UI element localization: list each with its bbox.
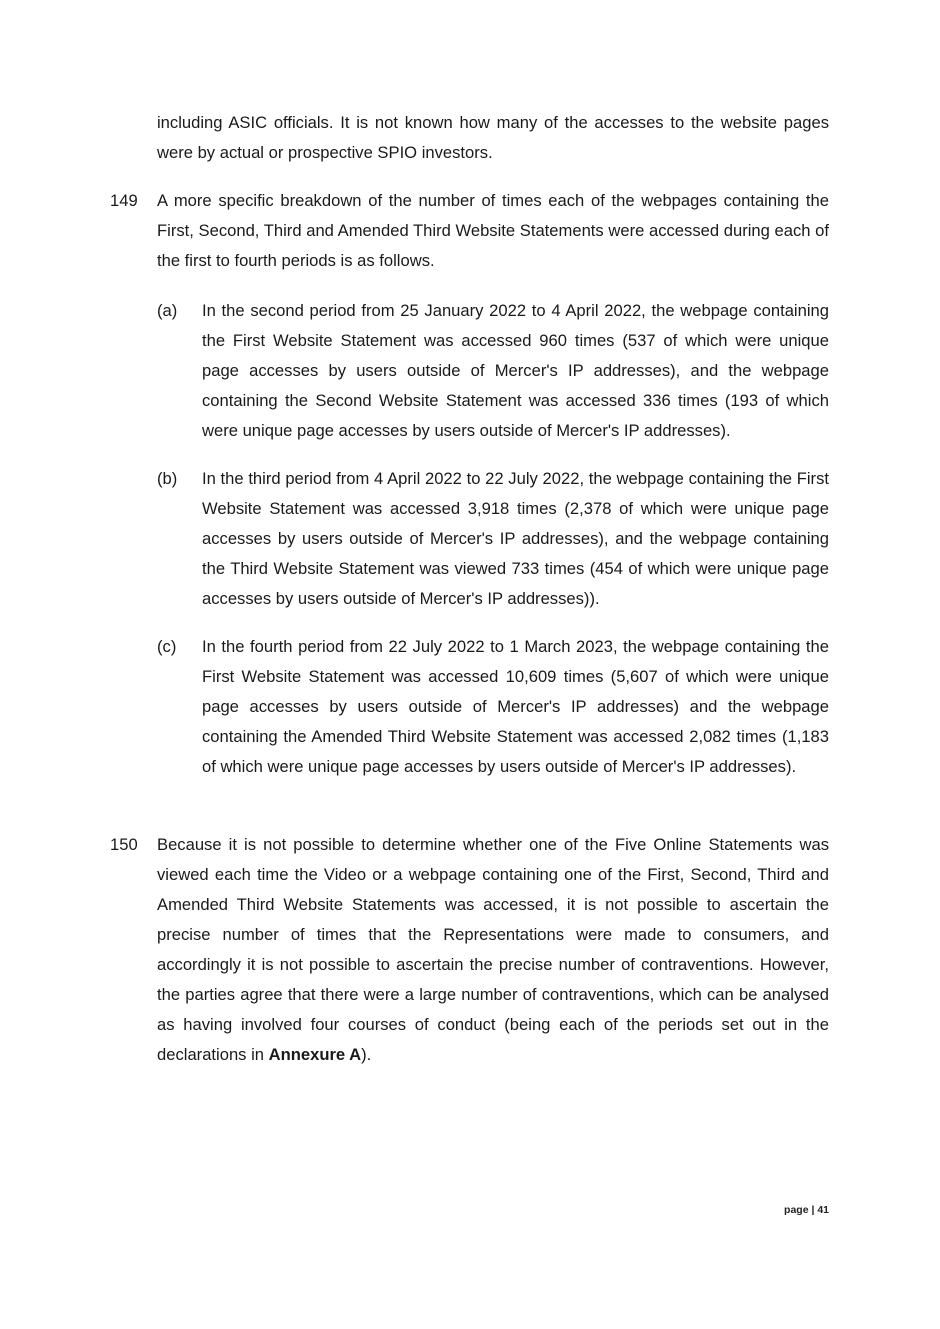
subparagraph-label-c: (c): [157, 637, 177, 656]
page-label: page |: [784, 1204, 818, 1216]
continuation-paragraph: including ASIC officials. It is not known how many of the accesses to the website pages were by actual or prospective SPIO investors.: [157, 113, 829, 162]
annexure-a-reference: Annexure A: [268, 1045, 362, 1064]
subparagraph-label-a: (a): [157, 301, 178, 320]
subparagraph-c-text: In the fourth period from 22 July 2022 to 1 March 2023, the webpage containing the First Website Statement was accessed 10,609 times (5,607 of which were unique page accesses by users outside of Mercer's IP addresses) and the webpage containing the Amended Third Website Statement was accessed 2,082 times (1,183 of which were unique page accesses by users outside of Mercer's IP addresses).: [202, 637, 829, 776]
paragraph-149-text: A more specific breakdown of the number of times each of the webpages containing the First, Second, Third and Amended Third Website Statements were accessed during each of the first to fourth periods is as follows.: [157, 191, 829, 270]
subparagraph-label-b: (b): [157, 469, 178, 488]
paragraph-150-text-before: Because it is not possible to determine whether one of the Five Online Statements was viewed each time the Video or a webpage containing one of the First, Second, Third and Amended Third Website Statements was accessed, it is not possible to ascertain the precise number of times that the Representations were made to consumers, and accordingly it is not possible to ascertain the precise number of contraventions. However, the parties agree that there were a large number of contraventions, which can be analysed as having involved four courses of conduct (being each of the periods set out in the declarations in: [157, 835, 829, 1064]
paragraph-number-149: 149: [110, 191, 138, 210]
page-number: 41: [817, 1204, 829, 1216]
subparagraph-a-text: In the second period from 25 January 2022 to 4 April 2022, the webpage containing the First Website Statement was accessed 960 times (537 of which were unique page accesses by users outside of Mercer's IP addresses), and the webpage containing the Second Website Statement was accessed 336 times (193 of which were unique page accesses by users outside of Mercer's IP addresses).: [202, 301, 829, 440]
paragraph-number-150: 150: [110, 835, 138, 854]
paragraph-150-text-after: ).: [361, 1045, 372, 1064]
subparagraph-b-text: In the third period from 4 April 2022 to 22 July 2022, the webpage containing the First Website Statement was accessed 3,918 times (2,378 of which were unique page accesses by users outside of Mercer's IP addresses), and the webpage containing the Third Website Statement was viewed 733 times (454 of which were unique page accesses by users outside of Mercer's IP addresses)).: [202, 469, 829, 608]
page-footer: [784, 1204, 829, 1216]
paragraph-150-text: [157, 830, 829, 1070]
